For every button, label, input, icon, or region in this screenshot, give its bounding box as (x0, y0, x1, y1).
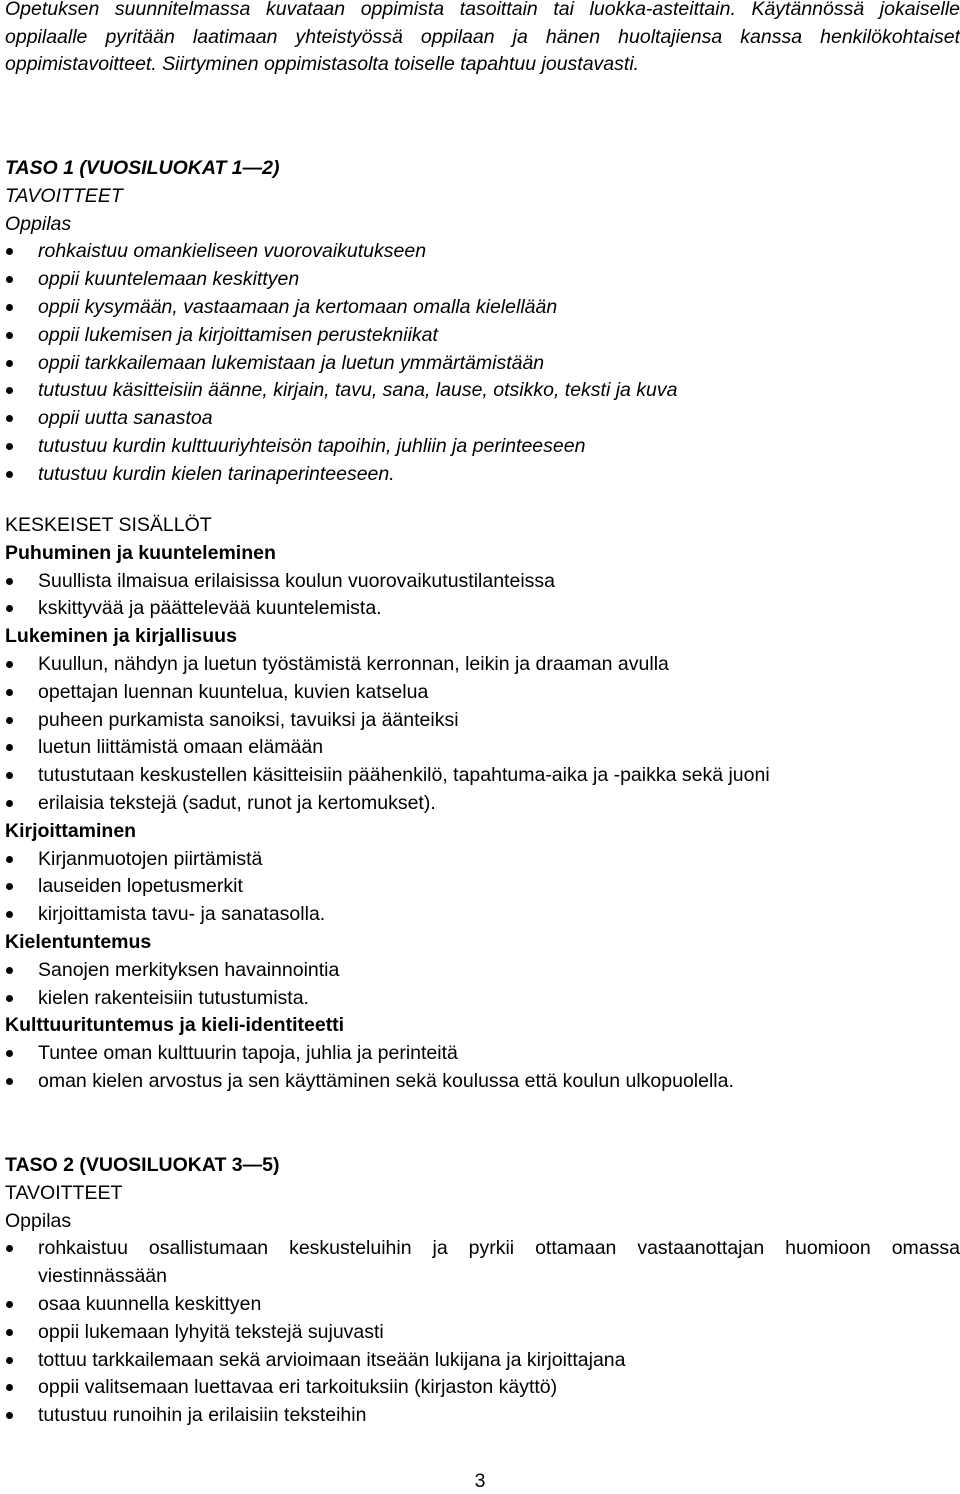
bullet-icon (6, 248, 13, 255)
bullet-icon (6, 1357, 13, 1364)
bullet-icon (6, 578, 13, 585)
bullet-icon (6, 276, 13, 283)
list-item: tutustuu kurdin kielen tarinaperinteeseen. (5, 461, 960, 489)
level1-goals-list (5, 238, 960, 488)
level2-goals-heading: TAVOITTEET (5, 1181, 123, 1204)
bullet-icon (6, 967, 13, 974)
list-item: rohkaistuu osallistumaan keskusteluihin ja pyrkii ottamaan vastaanottajan huomioon omassa viestinnässään (5, 1235, 960, 1291)
section-heading-speaking: Puhuminen ja kuunteleminen (5, 541, 276, 564)
list-item: oppii valitsemaan luettavaa eri tarkoituksiin (kirjaston käyttö) (5, 1374, 960, 1402)
bullet-icon (6, 1412, 13, 1419)
list-item: kielen rakenteisiin tutustumista. (5, 985, 960, 1013)
list-item: Kirjanmuotojen piirtämistä (5, 846, 960, 874)
level1-contents (5, 512, 960, 1096)
list-item: puheen purkamista sanoiksi, tavuiksi ja äänteiksi (5, 707, 960, 735)
bullet-icon (6, 1050, 13, 1057)
bullet-icon (6, 605, 13, 612)
bullet-icon (6, 415, 13, 422)
bullet-icon (6, 911, 13, 918)
section-heading-language: Kielentuntemus (5, 930, 152, 953)
bullet-icon (6, 387, 13, 394)
bullet-icon (6, 304, 13, 311)
section-list-speaking (5, 568, 960, 624)
bullet-icon (6, 856, 13, 863)
level1-section (5, 155, 960, 489)
bullet-icon (6, 1384, 13, 1391)
level1-title: TASO 1 (VUOSILUOKAT 1—2) (5, 157, 280, 179)
bullet-icon (6, 772, 13, 779)
list-item: tutustuu runoihin ja erilaisiin teksteihin (5, 1402, 960, 1430)
level1-pupil-label: Oppilas (5, 212, 72, 235)
bullet-icon (6, 332, 13, 339)
bullet-icon (6, 995, 13, 1002)
bullet-icon (6, 1078, 13, 1085)
bullet-icon (6, 471, 13, 478)
intro-text: Opetuksen suunnitelmassa kuvataan oppimista tasoittain tai luokka-asteittain. Käytännössä jokaiselle oppilaalle pyritään laatimaan yhteistyössä oppilaan ja hänen huoltajiensa kanssa henkilökohtaiset oppimistavoitteet. Siirtyminen oppimistasolta toiselle tapahtuu joustavasti. (5, 0, 960, 75)
level2-title: TASO 2 (VUOSILUOKAT 3—5) (5, 1154, 280, 1176)
list-item: tutustuu käsitteisiin äänne, kirjain, tavu, sana, lause, otsikko, teksti ja kuva (5, 377, 960, 405)
list-item: luetun liittämistä omaan elämään (5, 734, 960, 762)
list-item: oppii uutta sanastoa (5, 405, 960, 433)
section-list-reading (5, 651, 960, 818)
list-item: Kuullun, nähdyn ja luetun työstämistä kerronnan, leikin ja draaman avulla (5, 651, 960, 679)
list-item: oppii kuuntelemaan keskittyen (5, 266, 960, 294)
bullet-icon (6, 689, 13, 696)
list-item: tutustuu kurdin kulttuuriyhteisön tapoihin, juhliin ja perinteeseen (5, 433, 960, 461)
level2-section (5, 1152, 960, 1430)
list-item: oppii lukemaan lyhyitä tekstejä sujuvasti (5, 1319, 960, 1347)
list-item: kirjoittamista tavu- ja sanatasolla. (5, 901, 960, 929)
list-item: Tuntee oman kulttuurin tapoja, juhlia ja perinteitä (5, 1040, 960, 1068)
bullet-icon (6, 800, 13, 807)
list-item: Sanojen merkityksen havainnointia (5, 957, 960, 985)
list-item: erilaisia tekstejä (sadut, runot ja kertomukset). (5, 790, 960, 818)
bullet-icon (6, 1301, 13, 1308)
list-item: tottuu tarkkailemaan sekä arvioimaan itseään lukijana ja kirjoittajana (5, 1347, 960, 1375)
intro-paragraph (5, 0, 960, 79)
section-heading-reading: Lukeminen ja kirjallisuus (5, 625, 237, 648)
level2-goals-list (5, 1235, 960, 1430)
list-item: kskittyvää ja päättelevää kuuntelemista. (5, 595, 960, 623)
list-item: oman kielen arvostus ja sen käyttäminen sekä koulussa että koulun ulkopuolella. (5, 1068, 960, 1096)
section-list-language (5, 957, 960, 1013)
bullet-icon (6, 744, 13, 751)
list-item: osaa kuunnella keskittyen (5, 1291, 960, 1319)
bullet-icon (6, 443, 13, 450)
bullet-icon (6, 883, 13, 890)
bullet-icon (6, 1245, 13, 1252)
level2-pupil-label: Oppilas (5, 1209, 72, 1232)
list-item: Suullista ilmaisua erilaisissa koulun vuorovaikutustilanteissa (5, 568, 960, 596)
list-item: opettajan luennan kuuntelua, kuvien katselua (5, 679, 960, 707)
contents-heading: KESKEISET SISÄLLÖT (5, 514, 212, 536)
bullet-icon (6, 661, 13, 668)
list-item: rohkaistuu omankieliseen vuorovaikutukseen (5, 238, 960, 266)
level1-goals-heading: TAVOITTEET (5, 184, 123, 207)
list-item: oppii tarkkailemaan lukemistaan ja luetun ymmärtämistään (5, 350, 960, 378)
bullet-icon (6, 1329, 13, 1336)
list-item: lauseiden lopetusmerkit (5, 873, 960, 901)
list-item: tutustutaan keskustellen käsitteisiin päähenkilö, tapahtuma-aika ja -paikka sekä juoni (5, 762, 960, 790)
list-item: oppii lukemisen ja kirjoittamisen perustekniikat (5, 322, 960, 350)
section-list-culture (5, 1040, 960, 1096)
bullet-icon (6, 717, 13, 724)
section-list-writing (5, 846, 960, 929)
section-heading-culture: Kulttuurituntemus ja kieli-identiteetti (5, 1014, 345, 1037)
list-item: oppii kysymään, vastaamaan ja kertomaan omalla kielellään (5, 294, 960, 322)
section-heading-writing: Kirjoittaminen (5, 819, 137, 842)
bullet-icon (6, 360, 13, 367)
page-number: 3 (474, 1470, 486, 1492)
